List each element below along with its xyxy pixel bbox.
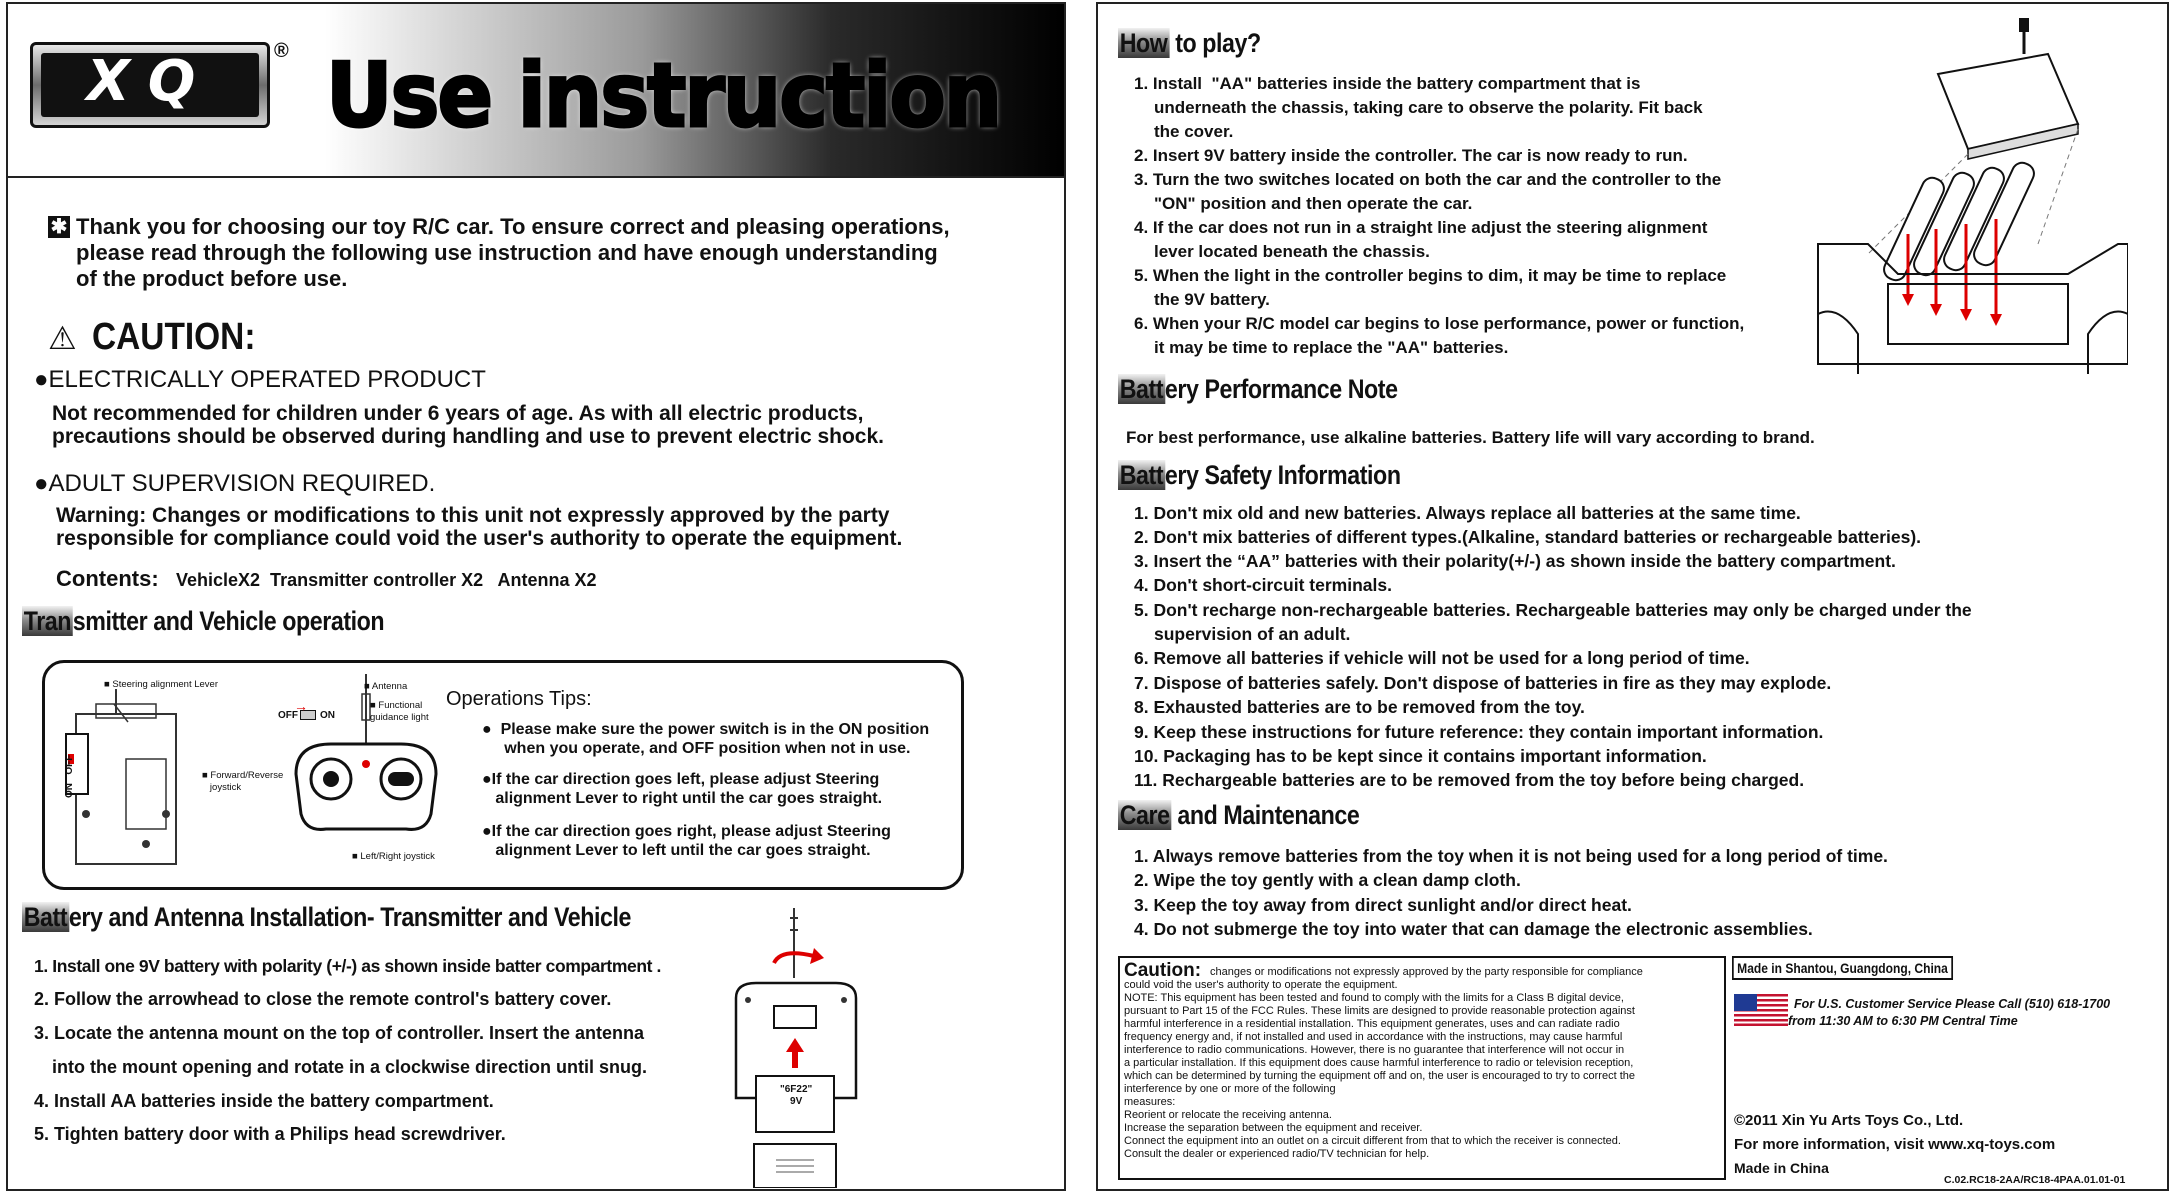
fcc-line-15: Consult the dealer or experienced radio/TV technician for help. — [1124, 1148, 1430, 1160]
fcc-line-5: harmful interference in a residential installation. This equipment generates, uses and can radiate radio — [1124, 1018, 1620, 1030]
howto-line-10: the 9V battery. — [1154, 290, 1270, 309]
fcc-line-10: interference by one or more of the following — [1124, 1083, 1336, 1095]
battery-step-3: 3. Locate the antenna mount on the top of controller. Insert the antenna — [34, 1023, 645, 1043]
fcc-line-11: measures: — [1124, 1096, 1176, 1108]
electrical-title: ●ELECTRICALLY OPERATED PRODUCT — [34, 366, 486, 393]
adult-text-1: Warning: Changes or modifications to this unit not expressly approved by the party — [56, 504, 890, 527]
guidance-label-text: guidance light — [370, 712, 429, 723]
tip-2-line-1: If the car direction goes left, please adjust Steering — [491, 771, 880, 788]
howto-line-3: the cover. — [1154, 122, 1234, 141]
battery-step-3b: into the mount opening and rotate in a clockwise direction until snug. — [52, 1057, 648, 1077]
registered-mark: ® — [274, 40, 289, 62]
battery-step-4: 4. Install AA batteries inside the battery compartment. — [34, 1091, 494, 1111]
safety-line-9: 8. Exhausted batteries are to be removed from the toy. — [1134, 697, 1585, 717]
heading-highlight: How — [1119, 28, 1168, 58]
tip-1: ● Please make sure the power switch is in the ON position when you operate, and OFF position when not in use. — [482, 721, 930, 757]
contents-value: VehicleX2 Transmitter controller X2 Antenna X2 — [176, 570, 597, 590]
heading-rest: smitter and Vehicle operation — [72, 606, 385, 636]
page-title: Use instruction — [326, 44, 1001, 147]
header-divider — [8, 176, 1064, 178]
more-info-text: For more information, visit www.xq-toys.com — [1734, 1136, 2056, 1153]
heading-highlight: Batt — [1119, 460, 1164, 490]
tip-3-line-1: If the car direction goes right, please adjust Steering — [491, 823, 891, 840]
power-switch — [278, 704, 340, 724]
safety-line-4: 4. Don't short-circuit terminals. — [1134, 575, 1392, 595]
electrical-text-1: Not recommended for children under 6 years of age. As with all electric products, — [52, 402, 864, 425]
care-heading — [1118, 800, 1359, 831]
tip-1-line-2: when you operate, and OFF position when not in use. — [504, 740, 911, 757]
safety-line-11: 10. Packaging has to be kept since it contains important information. — [1134, 746, 1707, 766]
tip-3-line-2: alignment Lever to left until the car goes straight. — [495, 842, 871, 859]
warning-triangle-icon: ⚠ — [48, 320, 77, 356]
howto-line-5: 3. Turn the two switches located on both the car and the controller to the — [1134, 170, 1722, 189]
transmitter-section-heading — [22, 606, 384, 637]
perf-text: For best performance, use alkaline batteries. Battery life will vary according to brand. — [1126, 428, 1815, 447]
intro-line-3: of the product before use. — [76, 266, 348, 291]
fcc-line-2: could void the user's authority to operate the equipment. — [1124, 979, 1398, 991]
tip-2-line-2: alignment Lever to right until the car goes straight. — [495, 790, 883, 807]
copyright-text: ©2011 Xin Yu Arts Toys Co., Ltd. — [1734, 1112, 1964, 1129]
safety-line-10: 9. Keep these instructions for future reference: they contain important information. — [1134, 722, 1824, 742]
car-off-label: OFF — [64, 754, 75, 775]
forward-label: ■ Forward/Reverse joystick — [202, 770, 284, 793]
switch-on-label: ON — [320, 710, 335, 721]
caution-heading: CAUTION: — [92, 316, 256, 358]
heading-highlight: Care — [1119, 800, 1170, 830]
care-line-4: 4. Do not submerge the toy into water that can damage the electronic assemblies. — [1134, 919, 1813, 939]
fcc-line-8: a particular installation. If this equipment does cause harmful interference to radio or television reception, — [1124, 1057, 1634, 1069]
heading-rest: ery Safety Information — [1164, 460, 1401, 490]
controller-back-diagram — [726, 908, 866, 1188]
intro-line-2: please read through the following use instruction and have enough understanding — [76, 240, 938, 265]
care-line-3: 3. Keep the toy away from direct sunlight and/or direct heat. — [1134, 895, 1632, 915]
steering-label: ■ Steering alignment Lever — [104, 679, 219, 690]
contents-label: Contents: — [56, 566, 159, 591]
fcc-line-9: which can be determined by turning the equipment off and on, the user is encouraged to try to correct the — [1124, 1070, 1635, 1082]
fcc-caution-label: Caution: — [1124, 960, 1202, 981]
tip-2: ●If the car direction goes left, please adjust Steering alignment Lever to right until the car goes straight. — [482, 771, 883, 807]
joystick-label-text: joystick — [209, 782, 242, 793]
car-switch-label — [64, 738, 82, 798]
electrical-title-text: ELECTRICALLY OPERATED PRODUCT — [48, 366, 486, 393]
heading-rest: to play? — [1169, 28, 1261, 58]
fcc-line-14: Connect the equipment into an outlet on a circuit different from that to which the receiver is connected. — [1124, 1135, 1621, 1147]
howto-line-12: it may be time to replace the "AA" batteries. — [1154, 338, 1509, 357]
electrical-text-2: precautions should be observed during handling and use to prevent electric shock. — [52, 425, 884, 448]
antenna-label-text: Antenna — [371, 681, 408, 692]
battery-step-2: 2. Follow the arrowhead to close the remote control's battery cover. — [34, 989, 612, 1009]
heading-rest: ery and Antenna Installation- Transmitter and Vehicle — [68, 902, 632, 932]
car-on-label: ON — [64, 783, 75, 798]
battery-step-1: 1. Install one 9V battery with polarity (+/-) as shown inside batter compartment . — [34, 956, 661, 976]
battery-label-line-1: "6F22" — [780, 1084, 813, 1095]
brand-text: XQ — [86, 49, 214, 114]
fcc-line-12: Reorient or relocate the receiving antenna. — [1124, 1109, 1332, 1121]
fcc-line-3: NOTE: This equipment has been tested and found to comply with the limits for a Class B digital device, — [1124, 992, 1624, 1004]
xq-logo — [30, 42, 270, 128]
heading-highlight: Tran — [23, 606, 72, 636]
safety-line-3: 3. Insert the “AA” batteries with their polarity(+/-) as shown inside the battery compartment. — [1134, 551, 1896, 571]
adult-title-text: ADULT SUPERVISION REQUIRED. — [48, 470, 436, 497]
care-line-1: 1. Always remove batteries from the toy when it is not being used for a long period of time. — [1134, 846, 1888, 866]
functional-label-text: Functional — [378, 700, 423, 711]
howto-line-4: 2. Insert 9V battery inside the controller. The car is now ready to run. — [1134, 146, 1688, 165]
howto-line-6: "ON" position and then operate the car. — [1154, 194, 1473, 213]
howto-heading — [1118, 28, 1261, 59]
safety-line-6: supervision of an adult. — [1154, 624, 1351, 644]
howto-line-2: underneath the chassis, taking care to observe the polarity. Fit back — [1154, 98, 1703, 117]
customer-service-line-1: For U.S. Customer Service Please Call (510) 618-1700 — [1794, 997, 2111, 1011]
care-line-2: 2. Wipe the toy gently with a clean damp cloth. — [1134, 870, 1521, 890]
document-code: C.02.RC18-2AA/RC18-4PAA.01.01-01 — [1944, 1174, 2126, 1186]
customer-service-line-2: from 11:30 AM to 6:30 PM Central Time — [1788, 1014, 2018, 1028]
fcc-line-6: frequency energy and, if not installed and used in accordance with the instructions, may cause harmful — [1124, 1031, 1623, 1043]
switch-off-label: OFF — [278, 710, 298, 721]
howto-line-11: 6. When your R/C model car begins to lose performance, power or function, — [1134, 314, 1745, 333]
us-flag-icon — [1734, 994, 1788, 1026]
safety-line-5: 5. Don't recharge non-rechargeable batteries. Rechargeable batteries may only be charged under the — [1134, 600, 1972, 620]
howto-line-7: 4. If the car does not run in a straight line adjust the steering alignment — [1134, 218, 1708, 237]
fcc-line-13: Increase the separation between the equipment and receiver. — [1124, 1122, 1423, 1134]
battery-label-line-2: 9V — [790, 1096, 803, 1107]
heading-rest: ery Performance Note — [1164, 374, 1398, 404]
perf-heading — [1118, 374, 1398, 405]
asterisk-box-icon: ✱ — [48, 216, 70, 238]
tip-3: ●If the car direction goes right, please adjust Steering alignment Lever to left until the car goes straight. — [482, 823, 891, 859]
safety-line-7: 6. Remove all batteries if vehicle will not be used for a long period of time. — [1134, 648, 1750, 668]
safety-line-2: 2. Don't mix batteries of different types.(Alkaline, standard batteries or rechargeable batteries). — [1134, 527, 1922, 547]
safety-heading — [1118, 460, 1401, 491]
howto-line-9: 5. When the light in the controller begins to dim, it may be time to replace — [1134, 266, 1727, 285]
made-in-shantou-badge: Made in Shantou, Guangdong, China — [1732, 956, 1953, 980]
howto-line-1: 1. Install "AA" batteries inside the battery compartment that is — [1134, 74, 1641, 93]
functional-label: ■ Functional guidance light — [370, 700, 429, 723]
battery-compartment-diagram — [1808, 14, 2128, 384]
heading-highlight: Batt — [23, 902, 68, 932]
battery-step-5: 5. Tighten battery door with a Philips head screwdriver. — [34, 1124, 506, 1144]
forward-label-text: Forward/Reverse — [210, 770, 284, 781]
battery-9v-label — [780, 1084, 812, 1108]
fcc-line-4: pursuant to Part 15 of the FCC Rules. These limits are designed to provide reasonable protection against — [1124, 1005, 1635, 1017]
howto-line-8: lever located beneath the chassis. — [1154, 242, 1430, 261]
adult-title: ●ADULT SUPERVISION REQUIRED. — [34, 470, 436, 497]
tip-1-line-1: Please make sure the power switch is in the ON position — [500, 721, 930, 738]
tips-title: Operations Tips: — [446, 688, 592, 710]
made-in-china-text: Made in China — [1734, 1160, 1829, 1176]
left-panel — [6, 2, 1066, 1191]
leftright-label-text: Left/Right joystick — [360, 851, 435, 862]
fcc-line-1: changes or modifications not expressly approved by the party responsible for compliance — [1210, 966, 1643, 978]
heading-highlight: Batt — [1119, 374, 1164, 404]
leftright-label: ■ Left/Right joystick — [352, 851, 435, 862]
safety-line-8: 7. Dispose of batteries safely. Don't dispose of batteries in fire as they may explode. — [1134, 673, 1832, 693]
safety-line-12: 11. Rechargeable batteries are to be removed from the toy before being charged. — [1134, 770, 1805, 790]
adult-text-2: responsible for compliance could void the user's authority to operate the equipment. — [56, 527, 903, 550]
switch-arrow-icon: → — [294, 698, 308, 714]
safety-line-1: 1. Don't mix old and new batteries. Always replace all batteries at the same time. — [1134, 503, 1801, 523]
fcc-line-7: interference to radio communications. However, there is no guarantee that interference will not occur in — [1124, 1044, 1625, 1056]
heading-rest: and Maintenance — [1171, 800, 1360, 830]
battery-section-heading — [22, 902, 631, 933]
right-panel — [1096, 2, 2169, 1191]
intro-line-1: Thank you for choosing our toy R/C car. To ensure correct and pleasing operations, — [76, 214, 950, 239]
antenna-label: ■ Antenna — [364, 681, 408, 692]
steering-label-text: Steering alignment Lever — [112, 679, 219, 690]
